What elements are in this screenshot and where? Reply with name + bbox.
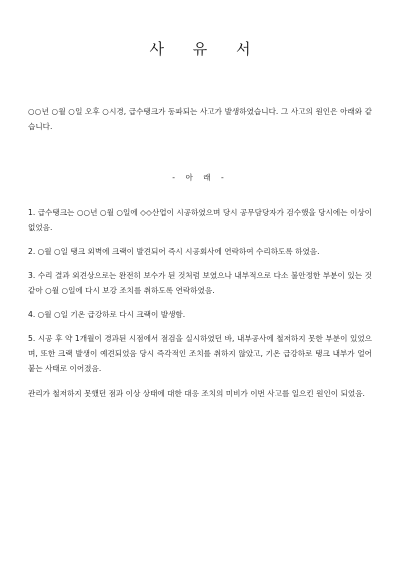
notice-heading: - 아 래 - (172, 173, 228, 182)
item-3: 3. 수리 결과 외견상으로는 완전히 보수가 된 것처럼 보였으나 내부적으로 다소 불안정한 부분이 있는 것 같아 ○월 ○일에 다시 보강 조치를 취하도록 연락하였음. (28, 271, 372, 295)
intro-paragraph: ○○년 ○월 ○일 오후 ○시경, 급수탱크가 동파되는 사고가 발생하였습니다. 그 사고의 원인은 아래와 같습니다. (28, 107, 372, 131)
item-4: 4. ○월 ○일 기온 급강하로 다시 크랙이 발생함. (28, 310, 186, 319)
item-1: 1. 급수탱크는 ○○년 ○월 ○일에 ◇◇산업이 시공하였으며 당시 공무담당자가 검수했을 당시에는 이상이 없었음. (28, 208, 372, 232)
item-2: 2. ○월 ○일 탱크 외벽에 크랙이 발견되어 즉시 시공회사에 연락하여 수리하도록 하였음. (28, 247, 320, 256)
document-body (28, 104, 372, 401)
item-5: 5. 시공 후 약 1개월이 경과된 시점에서 점검을 실시하였던 바, 내부공사에 철저하지 못한 부분이 있었으며, 또한 크랙 발생이 예견되었음 당시 즉각적인 조치를 취하지 않았고, 기온 급강하로 탱크 내부가 얼어붙는 사태로 이어졌음. (28, 334, 372, 373)
conclusion-paragraph: 관리가 철저하지 못했던 점과 이상 상태에 대한 대응 조치의 미비가 이번 사고를 일으킨 원인이 되었음. (28, 389, 365, 398)
document-title: 사 유 서 (149, 40, 263, 58)
